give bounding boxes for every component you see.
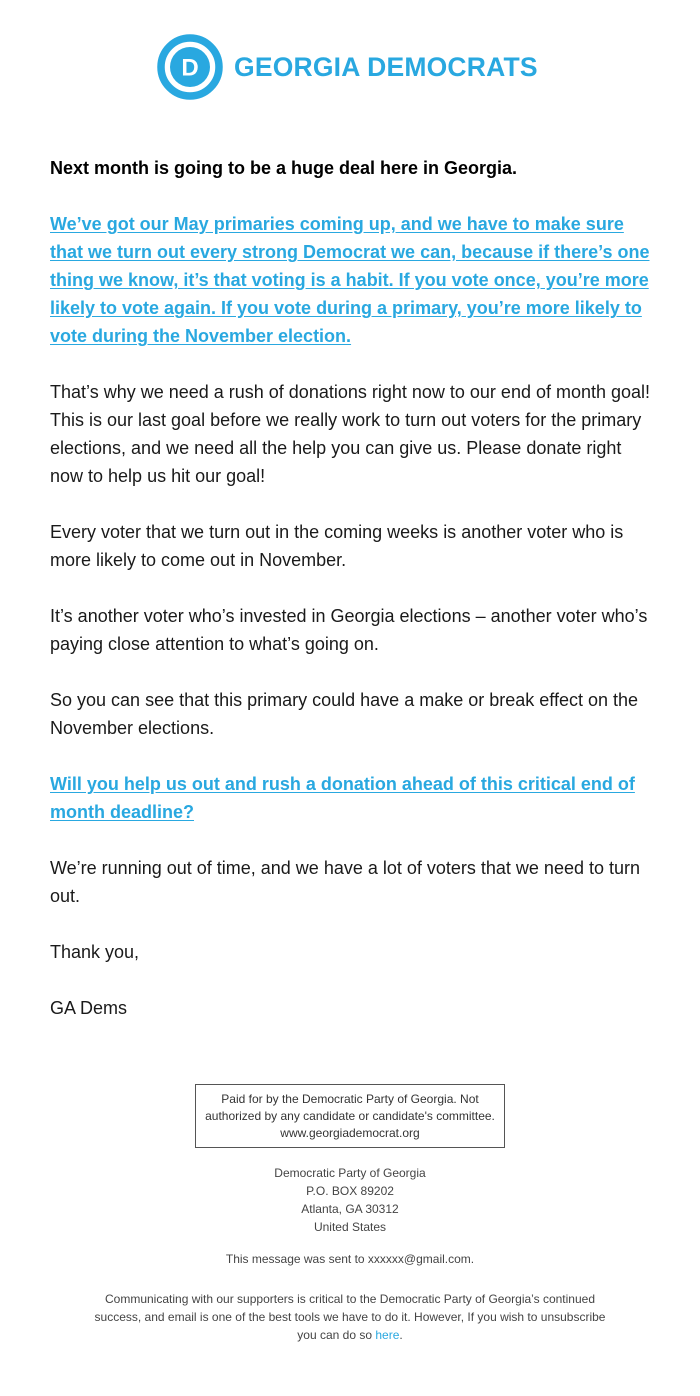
lead-paragraph: Next month is going to be a huge deal here in Georgia.	[50, 158, 518, 178]
mailing-address	[0, 1164, 700, 1236]
address-org: Democratic Party of Georgia	[274, 1166, 426, 1180]
cta-paragraph-2	[50, 770, 655, 826]
body-paragraph-4: So you can see that this primary could have a make or break effect on the November elections.	[50, 690, 638, 738]
unsubscribe-notice	[90, 1290, 610, 1344]
unsubscribe-end: .	[399, 1328, 403, 1342]
logo-wordmark: GEORGIA DEMOCRATS	[234, 52, 538, 82]
signature: GA Dems	[50, 998, 128, 1018]
cta-paragraph-1	[50, 210, 655, 350]
donate-link-primaries[interactable]: We’ve got our May primaries coming up, and we have to make sure that we turn out every strong Democrat we can, because if there’s one thing we know, it’s that voting is a habit. If you vote once, you’re more likely to vote again. If you vote during a primary, you’re more likely to vote during the November election.	[50, 214, 650, 346]
signoff: Thank you,	[50, 942, 140, 962]
georgia-democrats-logo[interactable]	[157, 34, 538, 100]
donate-link-deadline[interactable]: Will you help us out and rush a donation ahead of this critical end of month deadline?	[50, 774, 635, 822]
unsubscribe-text: Communicating with our supporters is critical to the Democratic Party of Georgia’s continued success, and email is one of the best tools we have to do it. However, If you wish to unsubscribe you can do so	[94, 1292, 606, 1342]
sent-to-notice	[0, 1250, 700, 1268]
body-paragraph-3: It’s another voter who’s invested in Georgia elections – another voter who’s paying close attention to what’s going on.	[50, 606, 648, 654]
democrats-d-logo-icon	[157, 34, 223, 100]
address-po-box: P.O. BOX 89202	[306, 1184, 394, 1198]
address-city: Atlanta, GA 30312	[301, 1202, 399, 1216]
sent-suffix: .	[470, 1252, 475, 1266]
email-footer	[0, 1084, 700, 1344]
disclaimer-url: www.georgiademocrat.org	[280, 1126, 420, 1140]
address-country: United States	[313, 1220, 387, 1234]
logo-letter: D	[181, 54, 199, 82]
unsubscribe-link[interactable]: here	[375, 1328, 400, 1342]
email-header	[0, 34, 700, 104]
recipient-email-link[interactable]: xxxxxx@gmail.com	[367, 1252, 471, 1266]
paid-for-disclaimer-box	[195, 1084, 505, 1148]
disclaimer-text: Paid for by the Democratic Party of Georgia. Not authorized by any candidate or candidate's committee.	[205, 1092, 495, 1123]
body-paragraph-2: Every voter that we turn out in the coming weeks is another voter who is more likely to come out in November.	[50, 522, 624, 570]
body-paragraph-1: That’s why we need a rush of donations right now to our end of month goal! This is our last goal before we really work to turn out voters for the primary elections, and we need all the help you can give us. Please donate right now to help us hit our goal!	[50, 382, 651, 486]
sent-prefix: This message was sent to	[225, 1252, 368, 1266]
body-paragraph-5: We’re running out of time, and we have a lot of voters that we need to turn out.	[50, 858, 641, 906]
email-body	[50, 154, 655, 1050]
